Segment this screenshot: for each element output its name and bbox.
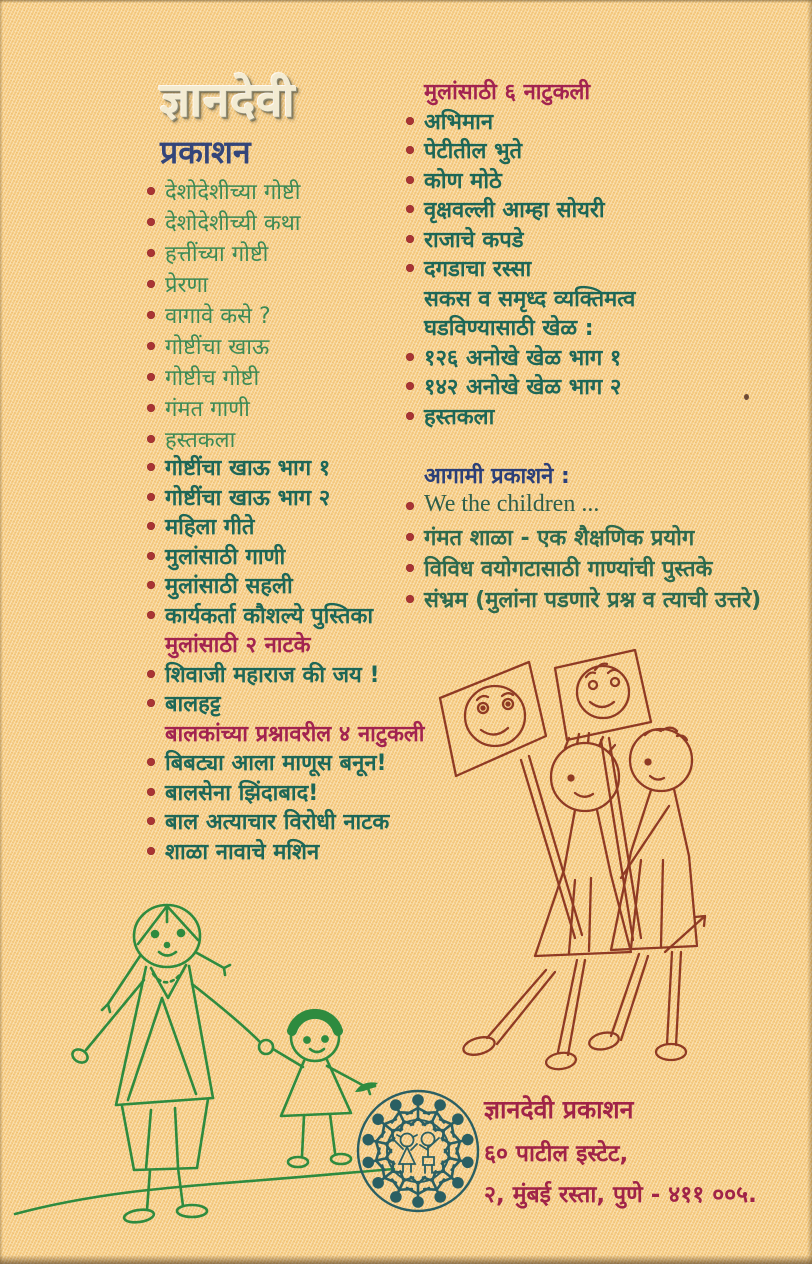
publisher-address-line-2: २, मुंबई रस्ता, पुणे - ४११ ००५. — [484, 1182, 757, 1208]
section-heading-text: मुलांसाठी ६ नाटुकली — [424, 80, 591, 105]
bullet-icon — [406, 235, 414, 243]
scan-edge-left — [0, 0, 3, 1264]
list-item — [147, 362, 301, 393]
subheading-line — [406, 312, 635, 342]
upcoming-publications-list — [406, 460, 761, 615]
book-title: बाल अत्याचार विरोधी नाटक — [165, 810, 390, 835]
list-item — [147, 207, 301, 238]
bullet-icon — [147, 670, 155, 678]
bullet-icon — [147, 404, 155, 412]
list-item — [406, 135, 635, 165]
book-title: प्रेरणा — [165, 273, 209, 298]
list-item — [406, 165, 635, 195]
publisher-address-line-1: ६० पाटील इस्टेट, — [484, 1141, 629, 1167]
book-title: गोष्टींचा खाऊ भाग १ — [165, 456, 331, 481]
bullet-icon — [147, 611, 155, 619]
book-title: We the children ... — [424, 491, 600, 517]
book-title: देशोदेशीच्या गोष्टी — [165, 180, 301, 205]
bullet-icon — [147, 699, 155, 707]
brand-title: ज्ञानदेवी — [160, 73, 296, 128]
bullet-icon — [147, 463, 155, 471]
list-item — [147, 452, 424, 482]
list-item — [147, 300, 301, 331]
bullet-icon — [147, 817, 155, 825]
book-title: बालहट्ट — [165, 692, 221, 717]
book-title: १२६ अनोखे खेळ भाग १ — [424, 345, 622, 371]
list-item — [406, 224, 635, 254]
scan-speck — [744, 394, 749, 400]
bullet-icon — [147, 249, 155, 257]
book-title: विविध वयोगटासाठी गाण्यांची पुस्तके — [424, 557, 713, 582]
book-title: बालसेना झिंदाबाद! — [165, 780, 319, 806]
book-title: देशोदेशीच्यी कथा — [165, 211, 301, 236]
list-item — [147, 331, 301, 362]
book-title: वृक्षवल्ली आम्हा सोयरी — [424, 198, 605, 223]
subheading-line — [406, 283, 635, 313]
bullet-icon — [147, 552, 155, 560]
book-title: हत्तींच्या गोष्टी — [165, 242, 269, 267]
book-title: अभिमान — [424, 109, 494, 135]
bullet-icon — [406, 533, 414, 541]
list-item — [406, 253, 635, 283]
book-title: हस्तकला — [424, 404, 495, 430]
list-item — [147, 688, 424, 718]
book-title: गंमत शाळा - एक शैक्षणिक प्रयोग — [424, 526, 695, 551]
subheading-text: सकस व समृध्द व्यक्तिमत्व — [424, 286, 636, 312]
book-title: गोष्टीच गोष्टी — [165, 366, 260, 391]
publisher-block — [484, 1092, 757, 1218]
list-item — [147, 238, 301, 269]
list-item — [147, 541, 424, 571]
bullet-icon — [147, 342, 155, 350]
left-book-list-green — [147, 176, 301, 455]
list-item — [147, 511, 424, 541]
book-title: शाळा नावाचे मशिन — [165, 839, 320, 865]
book-title: दगडाचा रस्सा — [424, 257, 532, 282]
list-item — [406, 553, 761, 584]
bullet-icon — [406, 353, 414, 361]
list-item — [147, 482, 424, 512]
book-title: महिला गीते — [165, 515, 255, 540]
bullet-icon — [406, 205, 414, 213]
bullet-icon — [147, 522, 155, 530]
publisher-children-circle-logo — [353, 1086, 483, 1216]
list-item — [406, 584, 761, 615]
list-item — [147, 806, 424, 836]
book-title: मुलांसाठी सहली — [165, 574, 293, 599]
section-heading — [147, 629, 424, 659]
bullet-icon — [406, 502, 414, 510]
left-book-list-teal — [147, 452, 424, 865]
list-item — [406, 194, 635, 224]
bullet-icon — [147, 493, 155, 501]
section-heading — [406, 460, 761, 491]
list-item — [406, 371, 635, 401]
book-title: संभ्रम (मुलांना पडणारे प्रश्न व त्याची उत्तरे) — [424, 588, 762, 613]
list-item — [147, 176, 301, 207]
book-title: मुलांसाठी गाणी — [165, 544, 286, 570]
bullet-icon — [147, 280, 155, 288]
list-item — [147, 269, 301, 300]
bullet-icon — [406, 146, 414, 154]
bullet-icon — [147, 311, 155, 319]
book-title: वागावे कसे ? — [165, 304, 271, 329]
bullet-icon — [406, 264, 414, 272]
list-item — [147, 570, 424, 600]
bullet-icon — [147, 788, 155, 796]
section-heading-text: मुलांसाठी २ नाटके — [165, 633, 311, 658]
section-heading-text: आगामी प्रकाशने : — [424, 464, 570, 489]
list-item — [147, 777, 424, 807]
book-title: हस्तकला — [165, 428, 236, 453]
book-title: कोण मोठे — [424, 168, 502, 194]
brand-subtitle: प्रकाशन — [160, 133, 251, 171]
scan-edge-top — [0, 0, 812, 3]
section-heading-text: बालकांच्या प्रश्नावरील ४ नाटुकली — [165, 721, 425, 747]
bullet-icon — [147, 435, 155, 443]
list-item — [406, 106, 635, 136]
bullet-icon — [406, 595, 414, 603]
book-title: राजाचे कपडे — [424, 227, 524, 253]
list-item — [406, 522, 761, 553]
children-with-placards-drawing — [425, 640, 760, 1100]
bullet-icon — [406, 382, 414, 390]
book-title: पेटीतील भुते — [424, 139, 523, 164]
book-title: गोष्टींचा खाऊ भाग २ — [165, 485, 331, 511]
bullet-icon — [147, 758, 155, 766]
list-item — [147, 424, 301, 455]
section-heading — [147, 718, 424, 748]
bullet-icon — [147, 187, 155, 195]
book-title: १४२ अनोखे खेळ भाग २ — [424, 375, 622, 400]
list-item — [406, 342, 635, 372]
publisher-brand — [160, 66, 296, 173]
book-title: गोष्टींचा खाऊ — [165, 335, 270, 360]
bullet-icon — [406, 412, 414, 420]
scan-edge-bottom — [0, 1255, 812, 1264]
right-book-list — [406, 76, 635, 430]
list-item — [147, 747, 424, 777]
mother-and-child-skipping-drawing — [10, 870, 400, 1255]
publisher-name: ज्ञानदेवी प्रकाशन — [484, 1095, 634, 1124]
bullet-icon — [406, 176, 414, 184]
bullet-icon — [147, 847, 155, 855]
book-title: बिबट्या आला माणूस बनून! — [165, 751, 387, 776]
bullet-icon — [406, 564, 414, 572]
bullet-icon — [147, 218, 155, 226]
book-title: गंमत गाणी — [165, 397, 250, 422]
bullet-icon — [147, 373, 155, 381]
book-title: शिवाजी महाराज की जय ! — [165, 662, 380, 688]
bullet-icon — [147, 581, 155, 589]
list-item — [147, 659, 424, 689]
list-item — [147, 393, 301, 424]
scan-edge-right — [807, 0, 812, 1264]
list-item — [147, 836, 424, 866]
list-item — [147, 600, 424, 630]
book-title: कार्यकर्ता कौशल्ये पुस्तिका — [165, 603, 374, 629]
list-item — [406, 401, 635, 431]
subheading-text: घडविण्यासाठी खेळ : — [424, 316, 594, 341]
section-heading — [406, 76, 635, 106]
bullet-icon — [406, 117, 414, 125]
list-item — [406, 491, 761, 522]
